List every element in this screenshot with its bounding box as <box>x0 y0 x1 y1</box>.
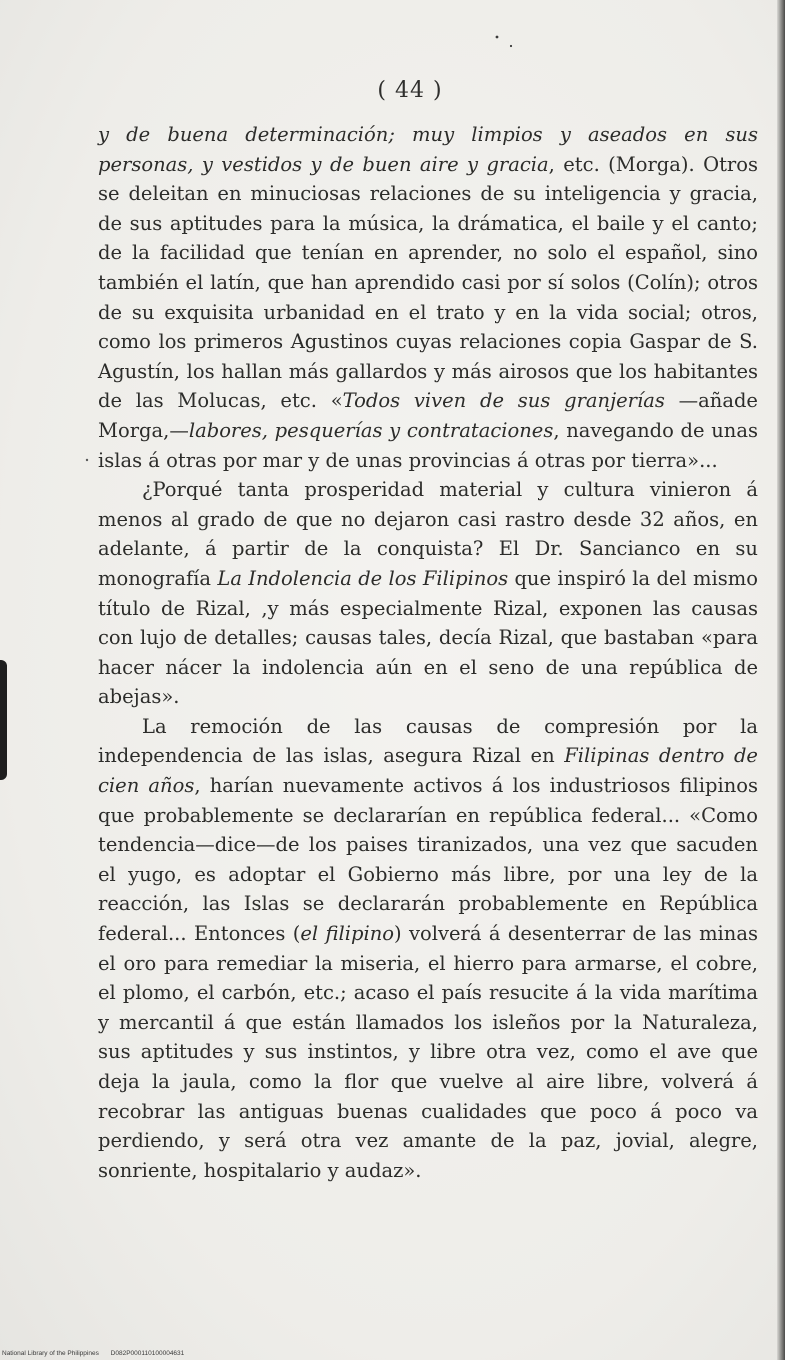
italic-text-run: el filipino <box>300 922 395 946</box>
italic-text-run: y de buena determinación; muy limpios y aseados en sus personas, y vestidos y de buen aire y gracia <box>98 123 758 176</box>
text-run: ) volverá á desenterrar de las minas el oro para remediar la miseria, el hierro para armarse, el cobre, el plomo, el carbón, etc.; acaso el país resucite á la vida marítima y mercantil á que están llamados los isleños por la Naturaleza, sus aptitudes y sus instintos, y libre otra vez, como el ave que deja la jaula, como la flor que vuelve al aire libre, volverá á recobrar las antiguas buenas cualidades que poco á poco va perdiendo, y será otra vez amante de la paz, jovial, alegre, sonriente, hospitalario y audaz». <box>98 922 758 1182</box>
footer-institution: National Library of the Philippines <box>2 1350 99 1357</box>
text-run: , etc. (Morga). Otros se deleitan en minuciosas relaciones de su inteligencia y gracia, de sus aptitudes para la música, la drámatica, el baile y el canto; de la facilidad que tenían en aprender, no solo el español, sino también el latín, que han aprendido casi por sí solos (Colín); otros de su exquisita urbanidad en el trato y en la vida social; otros, como los primeros Agustinos cuyas relaciones copia Gaspar de S. Agustín, los hallan más gallardos y más airosos que los habitantes de las Molucas, etc. « <box>98 152 758 413</box>
italic-text-run: Todos viven de sus granjerías <box>342 389 665 413</box>
text-run: , navegando de unas islas á otras por mar y de unas provincias á otras por tierra»... <box>98 418 758 472</box>
scan-footer <box>2 1350 184 1357</box>
paragraph-1 <box>98 120 758 475</box>
italic-text-run: Filipinas dentro de cien años <box>98 744 758 798</box>
text-run: que inspiró la del mismo título de Rizal, ,y más especialmente Rizal, exponen las causas con lujo de detalles; causas tales, decía Rizal, que bastaban «para hacer nácer la indolencia aún en el seno de una república de abejas». <box>98 566 758 709</box>
paragraph-2 <box>98 475 758 712</box>
text-run: , harían nuevamente activos á los industriosos filipinos que probablemente se declararían en república federal... «Como tendencia—dice—de los paises tiranizados, una vez que sacuden el yugo, es adoptar el Gobierno más libre, por una ley de la reacción, las Islas se declararán probablemente en República federal... Entonces ( <box>98 774 758 946</box>
text-run: La remoción de las causas de compresión por la independencia de las islas, asegura Rizal en <box>98 714 758 768</box>
italic-text-run: La Indolencia de los Filipinos <box>217 566 509 590</box>
page-number: ( 44 ) <box>377 78 443 103</box>
footer-document-id: D082P000110100004631 <box>110 1350 185 1357</box>
body-text <box>98 120 758 1185</box>
text-run: —añade Morga,— <box>98 389 758 442</box>
paragraph-3 <box>98 712 758 1186</box>
italic-text-run: labores, pesquerías y contrataciones <box>188 418 554 442</box>
text-run: ¿Porqué tanta prosperidad material y cultura vinieron á menos al grado de que no dejaron casi rastro desde 32 años, en adelante, á partir de la conquista? El Dr. Sancianco en su monografía <box>98 478 758 590</box>
